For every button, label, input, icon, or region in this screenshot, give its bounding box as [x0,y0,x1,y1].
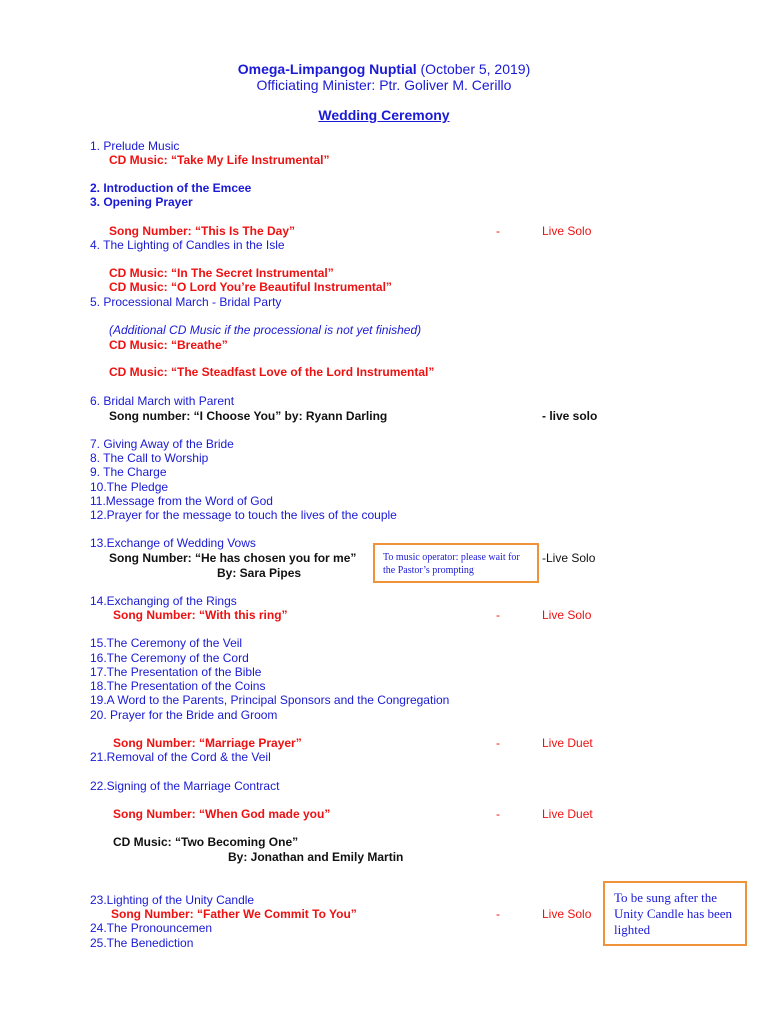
item-prayer-bride-groom: 20. Prayer for the Bride and Groom [90,708,278,722]
item-emcee: 2. Introduction of the Emcee [90,181,252,195]
item-bridal-march: 6. Bridal March with Parent [90,394,235,408]
cd-in-the-secret: CD Music: “In The Secret Instrumental” [109,266,334,280]
item-bible: 17.The Presentation of the Bible [90,665,262,679]
item-benediction: 25.The Benediction [90,936,194,950]
item-call-to-worship: 8. The Call to Worship [90,451,209,465]
song-father-we-commit: Song Number: “Father We Commit To You” [111,907,357,921]
performer-live-solo-lower: - live solo [542,409,598,423]
item-signing-contract: 22.Signing of the Marriage Contract [90,779,280,793]
item-pronouncement: 24.The Pronouncemen [90,921,213,935]
performer-live-solo: Live Solo [542,224,592,238]
note-unity-candle [603,881,747,946]
song-with-this-ring: Song Number: “With this ring” [113,608,288,622]
item-giving-away: 7. Giving Away of the Bride [90,437,234,451]
song-he-has-chosen: Song Number: “He has chosen you for me” [109,551,357,565]
song-marriage-prayer: Song Number: “Marriage Prayer” [113,736,302,750]
cd-take-my-life: CD Music: “Take My Life Instrumental” [109,153,330,167]
item-veil: 15.The Ceremony of the Veil [90,636,243,650]
dash: - [496,736,500,750]
item-word-to-parents: 19.A Word to the Parents, Principal Sponsors and the Congregation [90,693,450,707]
cd-by-martin: By: Jonathan and Emily Martin [228,850,404,864]
item-charge: 9. The Charge [90,465,167,479]
note-music-operator [373,543,539,583]
dash: - [496,608,500,622]
performer-live-duet: Live Duet [542,807,593,821]
song-this-is-the-day: Song Number: “This Is The Day” [109,224,296,238]
item-pledge: 10.The Pledge [90,480,169,494]
song-i-choose-you: Song number: “I Choose You” by: Ryann Darling [109,409,388,423]
cd-two-becoming-one: CD Music: “Two Becoming One” [113,835,299,849]
item-wedding-vows: 13.Exchange of Wedding Vows [90,536,256,550]
item-prayer-message: 12.Prayer for the message to touch the lives of the couple [90,508,397,522]
item-processional: 5. Processional March - Bridal Party [90,295,282,309]
dash: - [496,807,500,821]
item-opening-prayer: 3. Opening Prayer [90,195,193,209]
cd-steadfast-love: CD Music: “The Steadfast Love of the Lord Instrumental” [109,365,435,379]
cd-breathe: CD Music: “Breathe” [109,338,228,352]
item-unity-candle: 23.Lighting of the Unity Candle [90,893,255,907]
note-unity-candle-text: To be sung after the Unity Candle has been lighted [614,890,733,937]
officiating-minister: Officiating Minister: Ptr. Goliver M. Cerillo [256,77,512,93]
song-when-god-made-you: Song Number: “When God made you” [113,807,331,821]
item-coins: 18.The Presentation of the Coins [90,679,266,693]
dash: - [496,224,500,238]
cd-o-lord: CD Music: “O Lord You’re Beautiful Instrumental” [109,280,392,294]
additional-note: (Additional CD Music if the processional is not yet finished) [109,323,422,337]
note-music-operator-text: To music operator: please wait for the Pastor’s prompting [383,552,520,576]
ceremony-date: (October 5, 2019) [420,61,531,77]
item-prelude: 1. Prelude Music [90,139,180,153]
performer-live-duet: Live Duet [542,736,593,750]
performer-live-solo: Live Solo [542,907,592,921]
item-rings: 14.Exchanging of the Rings [90,594,237,608]
couple-title: Omega-Limpangog Nuptial [237,61,417,77]
dash: - [496,907,500,921]
performer-live-solo: Live Solo [542,608,592,622]
item-message: 11.Message from the Word of God [90,494,273,508]
item-lighting-candles: 4. The Lighting of Candles in the Isle [90,238,285,252]
document-header [0,62,768,76]
section-title: Wedding Ceremony [318,107,450,123]
item-removal-cord: 21.Removal of the Cord & the Veil [90,750,271,764]
item-cord: 16.The Ceremony of the Cord [90,651,249,665]
performer-live-solo-vows: -Live Solo [542,551,596,565]
song-by-sara-pipes: By: Sara Pipes [217,566,302,580]
